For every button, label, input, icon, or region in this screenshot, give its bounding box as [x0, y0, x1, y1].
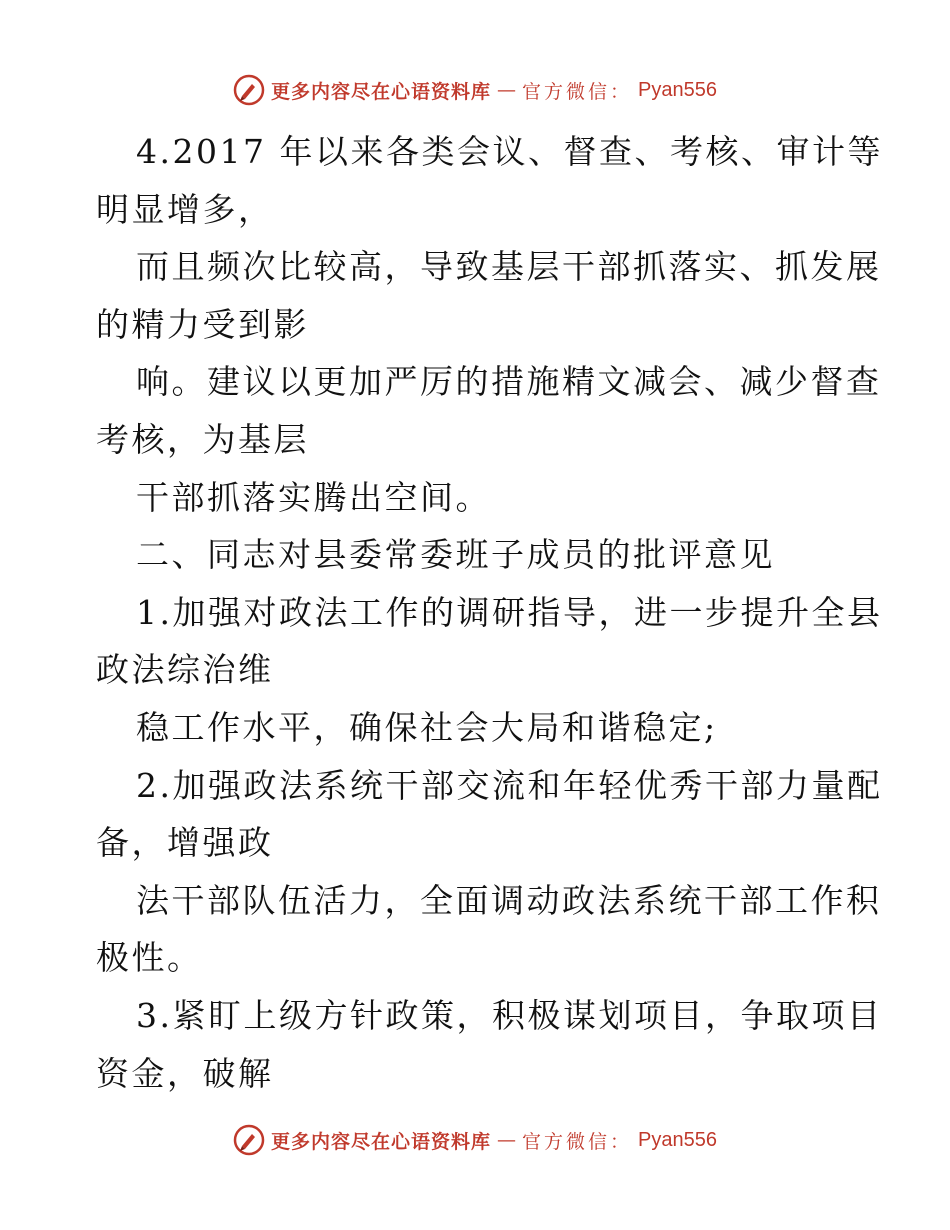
pen-logo-icon — [233, 74, 265, 106]
text-line: 干部抓落实腾出空间。 — [136, 477, 491, 517]
header-watermark — [0, 70, 950, 110]
watermark-official-label: 官方微信： — [522, 1130, 633, 1153]
text-line: 资金，破解 — [96, 1053, 274, 1093]
pen-logo-icon — [233, 1124, 265, 1156]
watermark-official-label: 官方微信： — [522, 80, 633, 103]
footer-watermark — [0, 1120, 950, 1160]
watermark-brand-text: 更多内容尽在心语资料库 — [271, 1130, 492, 1153]
text-line: 备，增强政 — [96, 823, 274, 863]
text-line: 2.加强政法系统干部交流和年轻优秀干部力量配 — [136, 765, 883, 805]
text-line: 极性。 — [96, 938, 203, 978]
text-line: 响。建议以更加严厉的措施精文减会、减少督查 — [136, 362, 882, 402]
text-line: 政法综治维 — [96, 650, 274, 690]
text-line: 稳工作水平，确保社会大局和谐稳定; — [136, 707, 718, 747]
watermark-handle: Pyan556 — [638, 1128, 717, 1151]
watermark-separator: — — [497, 1129, 517, 1151]
text-line: 明显增多， — [96, 189, 274, 229]
text-line: 4.2017 年以来各类会议、督查、考核、审计等 — [136, 132, 883, 171]
watermark-brand-text: 更多内容尽在心语资料库 — [271, 80, 492, 103]
text-line: 而且频次比较高，导致基层干部抓落实、抓发展 — [136, 247, 882, 287]
watermark-separator: — — [497, 79, 517, 101]
section-heading: 二、同志对县委常委班子成员的批评意见 — [136, 535, 775, 575]
document-body — [96, 123, 883, 1102]
text-line: 1.加强对政法工作的调研指导，进一步提升全县 — [136, 592, 883, 632]
text-line: 的精力受到影 — [96, 304, 309, 344]
text-line: 法干部队伍活力，全面调动政法系统干部工作积 — [136, 880, 882, 920]
text-line: 3.紧盯上级方针政策，积极谋划项目，争取项目 — [136, 995, 883, 1035]
text-line: 考核，为基层 — [96, 419, 309, 459]
watermark-handle: Pyan556 — [638, 78, 717, 101]
